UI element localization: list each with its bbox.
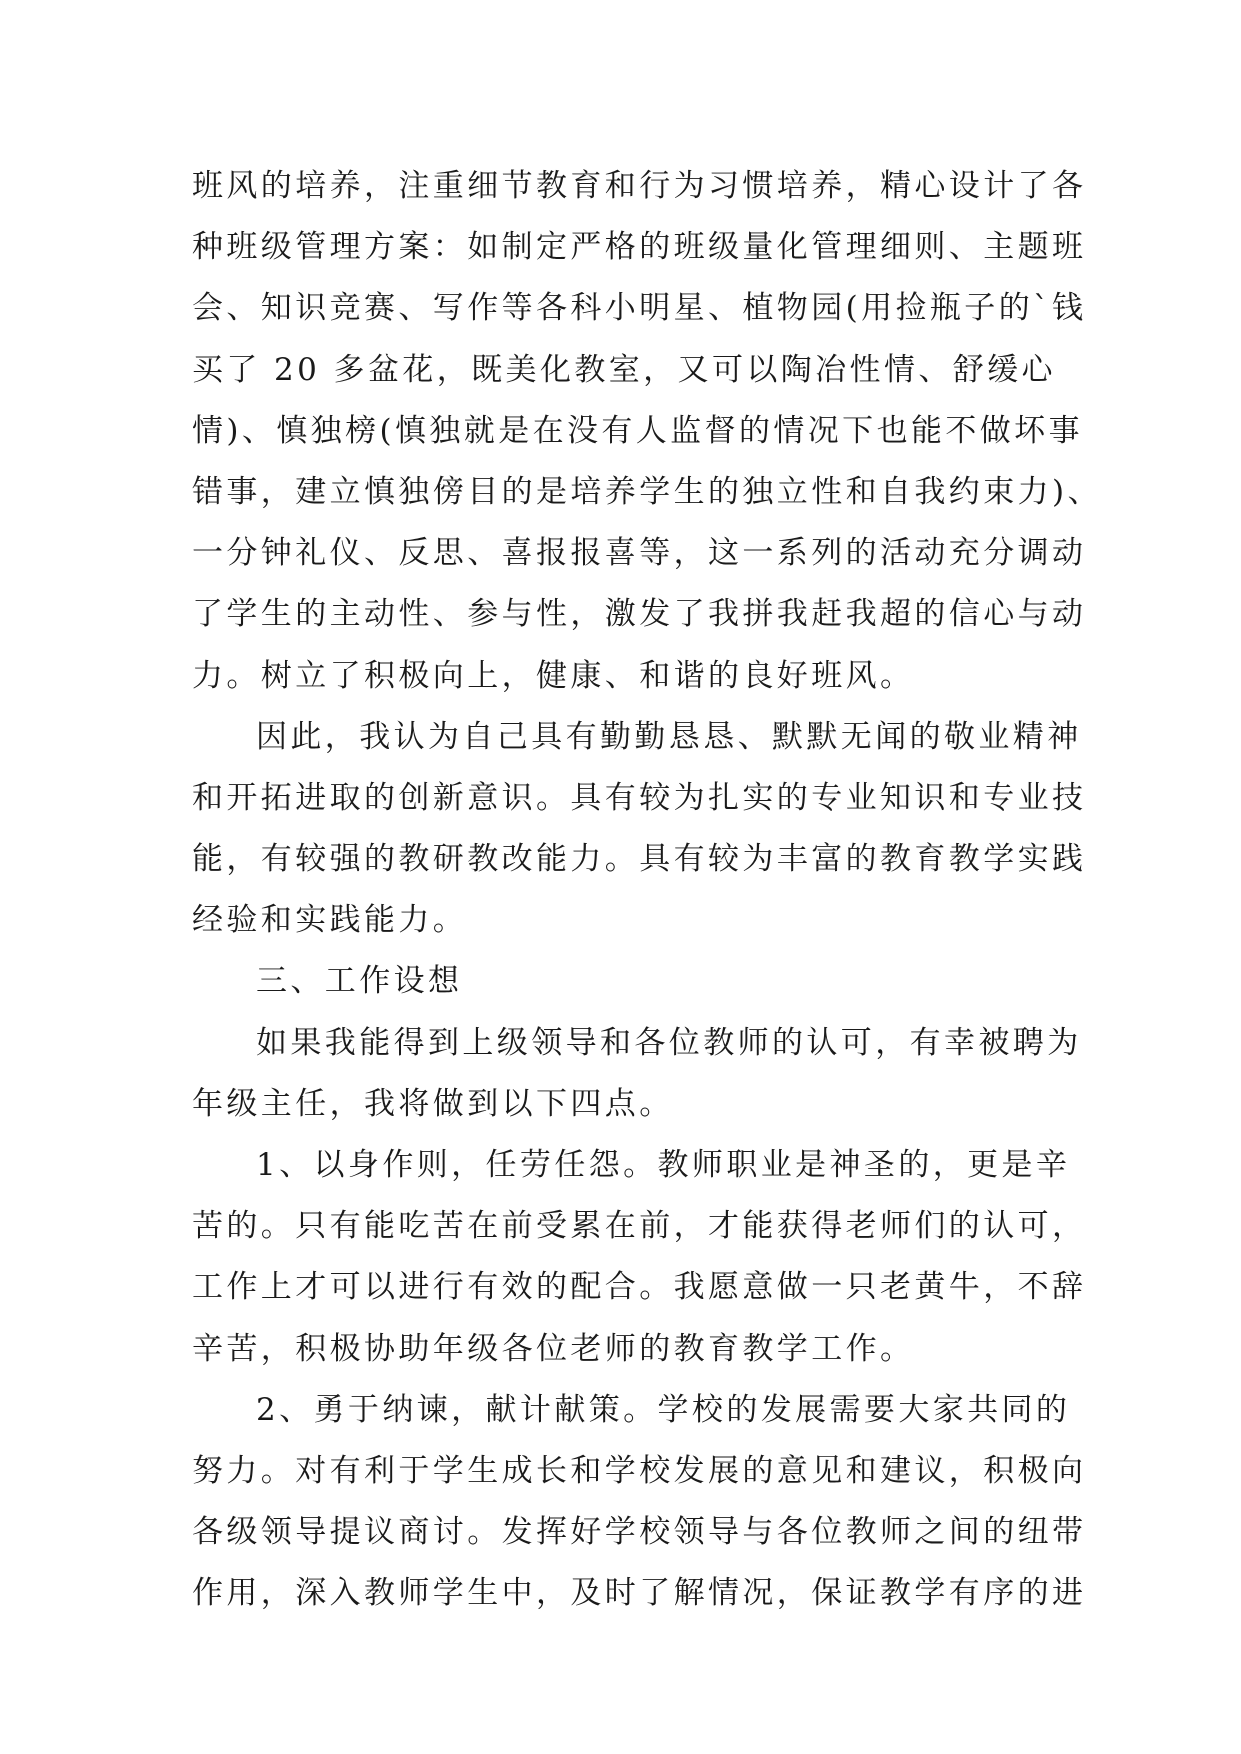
text-line: 买了 20 多盆花，既美化教室，又可以陶冶性情、舒缓心 [192,351,1056,388]
text-line: 三、工作设想 [256,963,463,1000]
text-line: 经验和实践能力。 [192,902,468,939]
text-line: 会、知识竞赛、写作等各科小明星、植物园(用捡瓶子的`钱 [192,290,1087,327]
text-line: 错事，建立慎独傍目的是培养学生的独立性和自我约束力)、 [192,473,1102,510]
text-line: 如果我能得到上级领导和各位教师的认可，有幸被聘为 [256,1024,1082,1061]
text-line: 1、以身作则，任劳任怨。教师职业是神圣的，更是辛 [256,1147,1071,1183]
text-line: 了学生的主动性、参与性，激发了我拼我赶我超的信心与动 [192,596,1087,633]
text-line: 种班级管理方案：如制定严格的班级量化管理细则、主题班 [192,229,1087,266]
text-line: 和开拓进取的创新意识。具有较为扎实的专业知识和专业技 [192,779,1087,816]
text-line: 情)、慎独榜(慎独就是在没有人监督的情况下也能不做坏事 [192,412,1083,449]
text-line: 因此，我认为自己具有勤勤恳恳、默默无闻的敬业精神 [256,718,1082,755]
text-line: 作用，深入教师学生中，及时了解情况，保证教学有序的进 [192,1575,1087,1612]
text-line: 辛苦，积极协助年级各位老师的教育教学工作。 [192,1330,915,1367]
text-line: 力。树立了积极向上，健康、和谐的良好班风。 [192,657,915,694]
text-line: 努力。对有利于学生成长和学校发展的意见和建议，积极向 [192,1452,1087,1489]
text-line: 一分钟礼仪、反思、喜报报喜等，这一系列的活动充分调动 [192,535,1087,572]
text-line: 苦的。只有能吃苦在前受累在前，才能获得老师们的认可， [192,1208,1087,1245]
text-line: 工作上才可以进行有效的配合。我愿意做一只老黄牛，不辞 [192,1269,1087,1306]
text-line: 年级主任，我将做到以下四点。 [192,1085,674,1122]
text-line: 各级领导提议商讨。发挥好学校领导与各位教师之间的纽带 [192,1514,1087,1551]
text-line: 2、勇于纳谏，献计献策。学校的发展需要大家共同的 [256,1391,1071,1428]
text-line: 班风的培养，注重细节教育和行为习惯培养，精心设计了各 [192,168,1087,204]
document-body [192,156,1102,1625]
text-line: 能，有较强的教研教改能力。具有较为丰富的教育教学实践 [192,841,1087,878]
